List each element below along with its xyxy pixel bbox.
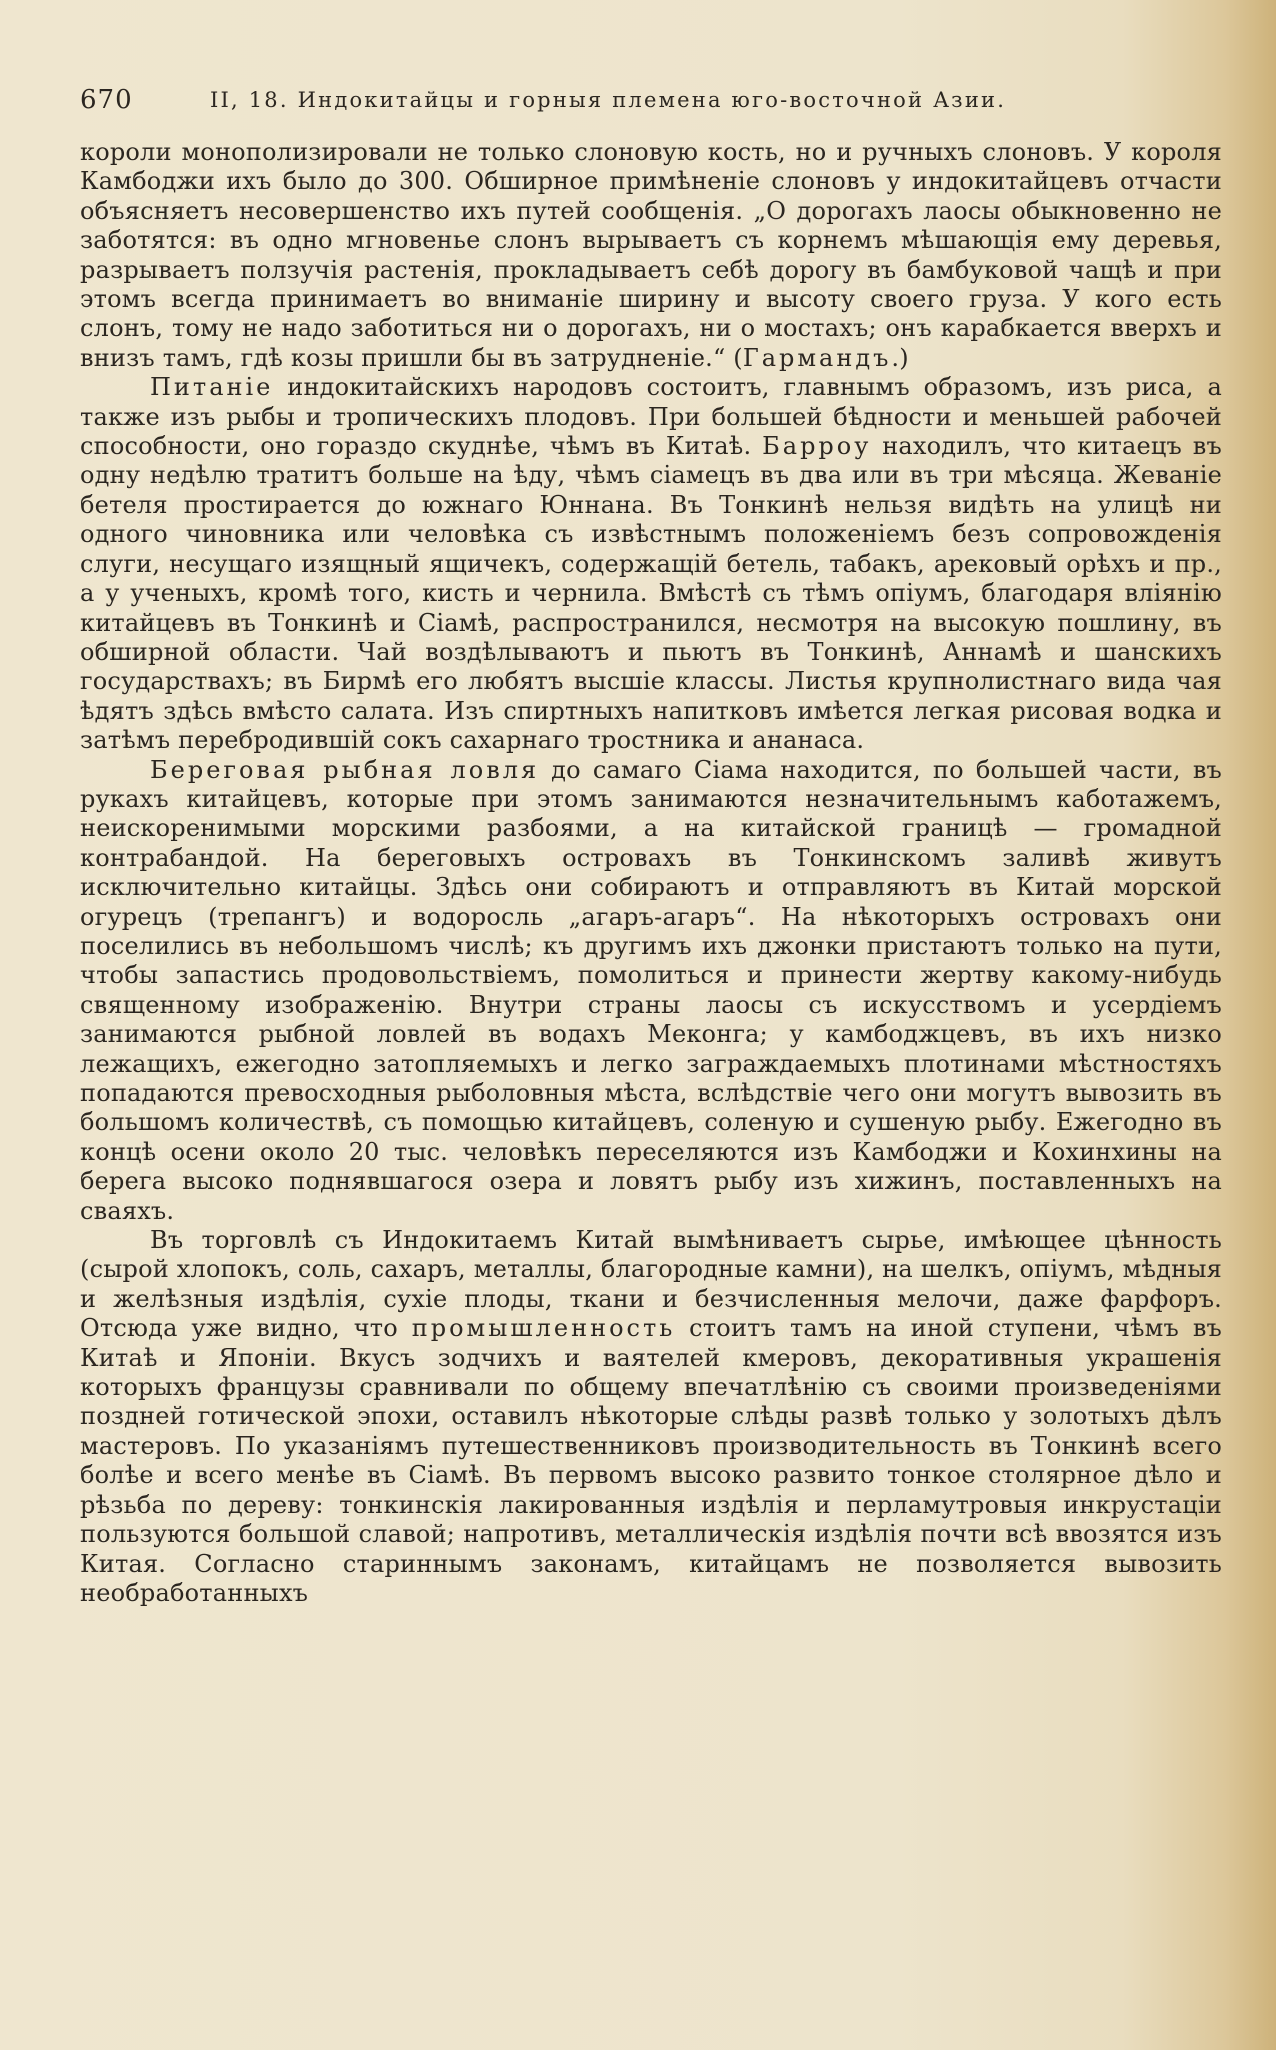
paragraph [80, 756, 1222, 1227]
paragraph [80, 138, 1222, 373]
spaced-emphasis-text: Гармандъ [742, 343, 892, 372]
page-header [80, 80, 1200, 120]
spaced-emphasis-text: Береговая рыбная ловля [150, 755, 540, 784]
running-head: II, 18. Индокитайцы и горныя племена юго-восточной Азии. [210, 88, 1007, 112]
spaced-emphasis-text: Питаніе [150, 373, 274, 402]
spaced-emphasis-text: промышленность [411, 1314, 676, 1343]
page-number: 670 [80, 85, 133, 115]
paragraph-text: стоитъ тамъ на иной ступени, чѣмъ въ Китаѣ и Японіи. Вкусъ зодчихъ и ваятелей кмеровъ, декоративныя украшенія которыхъ французы сравнивали по общему впечатлѣнію съ своими произведеніями поздней готической эпохи, оставилъ нѣкоторые слѣды развѣ только у золотыхъ дѣлъ мастеровъ. По указаніямъ путешественниковъ производительность въ Тонкинѣ всего болѣе и всего менѣе въ Сіамѣ. Въ первомъ высоко развито тонкое столярное дѣло и рѣзьба по дереву: тонкинскія лакированныя издѣлія и перламутровыя инкрустаціи пользуются большой славой; напротивъ, металлическія издѣлія почти всѣ ввозятся изъ Китая. Согласно стариннымъ законамъ, китайцамъ не позволяется вывозить необработанныхъ [80, 1314, 1222, 1607]
paragraph-text: Въ торговлѣ съ Индокитаемъ Китай вымѣниваетъ сырье, имѣющее цѣнность (сырой хлопокъ, соль, сахаръ, металлы, благородные камни), на шелкъ, опіумъ, мѣдныя и желѣзныя издѣлія, сухіе плоды, ткани и безчисленныя мелочи, даже фарфоръ. Отсюда уже видно, что [80, 1226, 1222, 1343]
paragraph-text: .) [891, 343, 909, 372]
spaced-emphasis-text: Барроу [762, 432, 872, 461]
paragraph-text: до самаго Сіама находится, по большей части, въ рукахъ китайцевъ, которые при этомъ занимаются незначительнымъ каботажемъ, неискоренимыми морскими разбоями, а на китайской границѣ — громадной контрабандой. На береговыхъ островахъ въ Тонкинскомъ заливѣ живутъ исключительно китайцы. Здѣсь они собираютъ и отправляютъ въ Китай морской огурецъ (трепангъ) и водоросль „агаръ-агаръ“. На нѣкоторыхъ островахъ они поселились въ небольшомъ числѣ; къ другимъ ихъ джонки пристаютъ только на пути, чтобы запастись продовольствіемъ, помолиться и принести жертву какому-нибудь священному изображенію. Внутри страны лаосы съ искусствомъ и усердіемъ занимаются рыбной ловлей въ водахъ Меконга; у камбоджцевъ, въ ихъ низко лежащихъ, ежегодно затопляемыхъ и легко заграждаемыхъ плотинами мѣстностяхъ попадаются превосходныя рыболовныя мѣста, вслѣдствіе чего они могутъ вывозить въ большомъ количествѣ, съ помощью китайцевъ, соленую и сушеную рыбу. Ежегодно въ концѣ осени около 20 тыс. человѣкъ переселяются изъ Камбоджи и Кохинхины на берега высоко поднявшагося озера и ловятъ рыбу изъ хижинъ, поставленныхъ на сваяхъ. [80, 755, 1222, 1225]
paragraph-text: индокитайскихъ народовъ состоитъ, главнымъ образомъ, изъ риса, а также изъ рыбы и тропическихъ плодовъ. При большей бѣдности и меньшей рабочей способности, оно гораздо скуднѣе, чѣмъ въ Китаѣ. [80, 373, 1222, 461]
paragraph [80, 373, 1222, 755]
body-text [80, 138, 1222, 1608]
paragraph [80, 1226, 1222, 1608]
paragraph-text: короли монополизировали не только слоновую кость, но и ручныхъ слоновъ. У короля Камбоджи ихъ было до 300. Обширное примѣненіе слоновъ у индокитайцевъ отчасти объясняетъ несовершенство ихъ путей сообщенія. „О дорогахъ лаосы обыкновенно не заботятся: въ одно мгновенье слонъ вырываетъ съ корнемъ мѣшающія ему деревья, разрываетъ ползучія растенія, прокладываетъ себѣ дорогу въ бамбуковой чащѣ и при этомъ всегда принимаетъ во вниманіе ширину и высоту своего груза. У кого есть слонъ, тому не надо заботиться ни о дорогахъ, ни о мостахъ; онъ карабкается вверхъ и внизъ тамъ, гдѣ козы пришли бы въ затрудненіе.“ ( [80, 138, 1222, 372]
paragraph-text: находилъ, что китаецъ въ одну недѣлю тратитъ больше на ѣду, чѣмъ сіамецъ въ два или въ три мѣсяца. Жеваніе бетеля простирается до южнаго Юннана. Въ Тонкинѣ нельзя видѣть на улицѣ ни одного чиновника или человѣка съ извѣстнымъ положеніемъ безъ сопровожденія слуги, несущаго изящный ящичекъ, содержащій бетель, табакъ, арековый орѣхъ и пр., а у ученыхъ, кромѣ того, кисть и чернила. Вмѣстѣ съ тѣмъ опіумъ, благодаря вліянію китайцевъ въ Тонкинѣ и Сіамѣ, распространился, несмотря на высокую пошлину, въ обширной области. Чай воздѣлываютъ и пьютъ въ Тонкинѣ, Аннамѣ и шанскихъ государствахъ; въ Бирмѣ его любятъ высшіе классы. Листья крупнолистнаго вида чая ѣдятъ здѣсь вмѣсто салата. Изъ спиртныхъ напитковъ имѣется легкая рисовая водка и затѣмъ перебродившій сокъ сахарнаго тростника и ананаса. [80, 432, 1222, 755]
